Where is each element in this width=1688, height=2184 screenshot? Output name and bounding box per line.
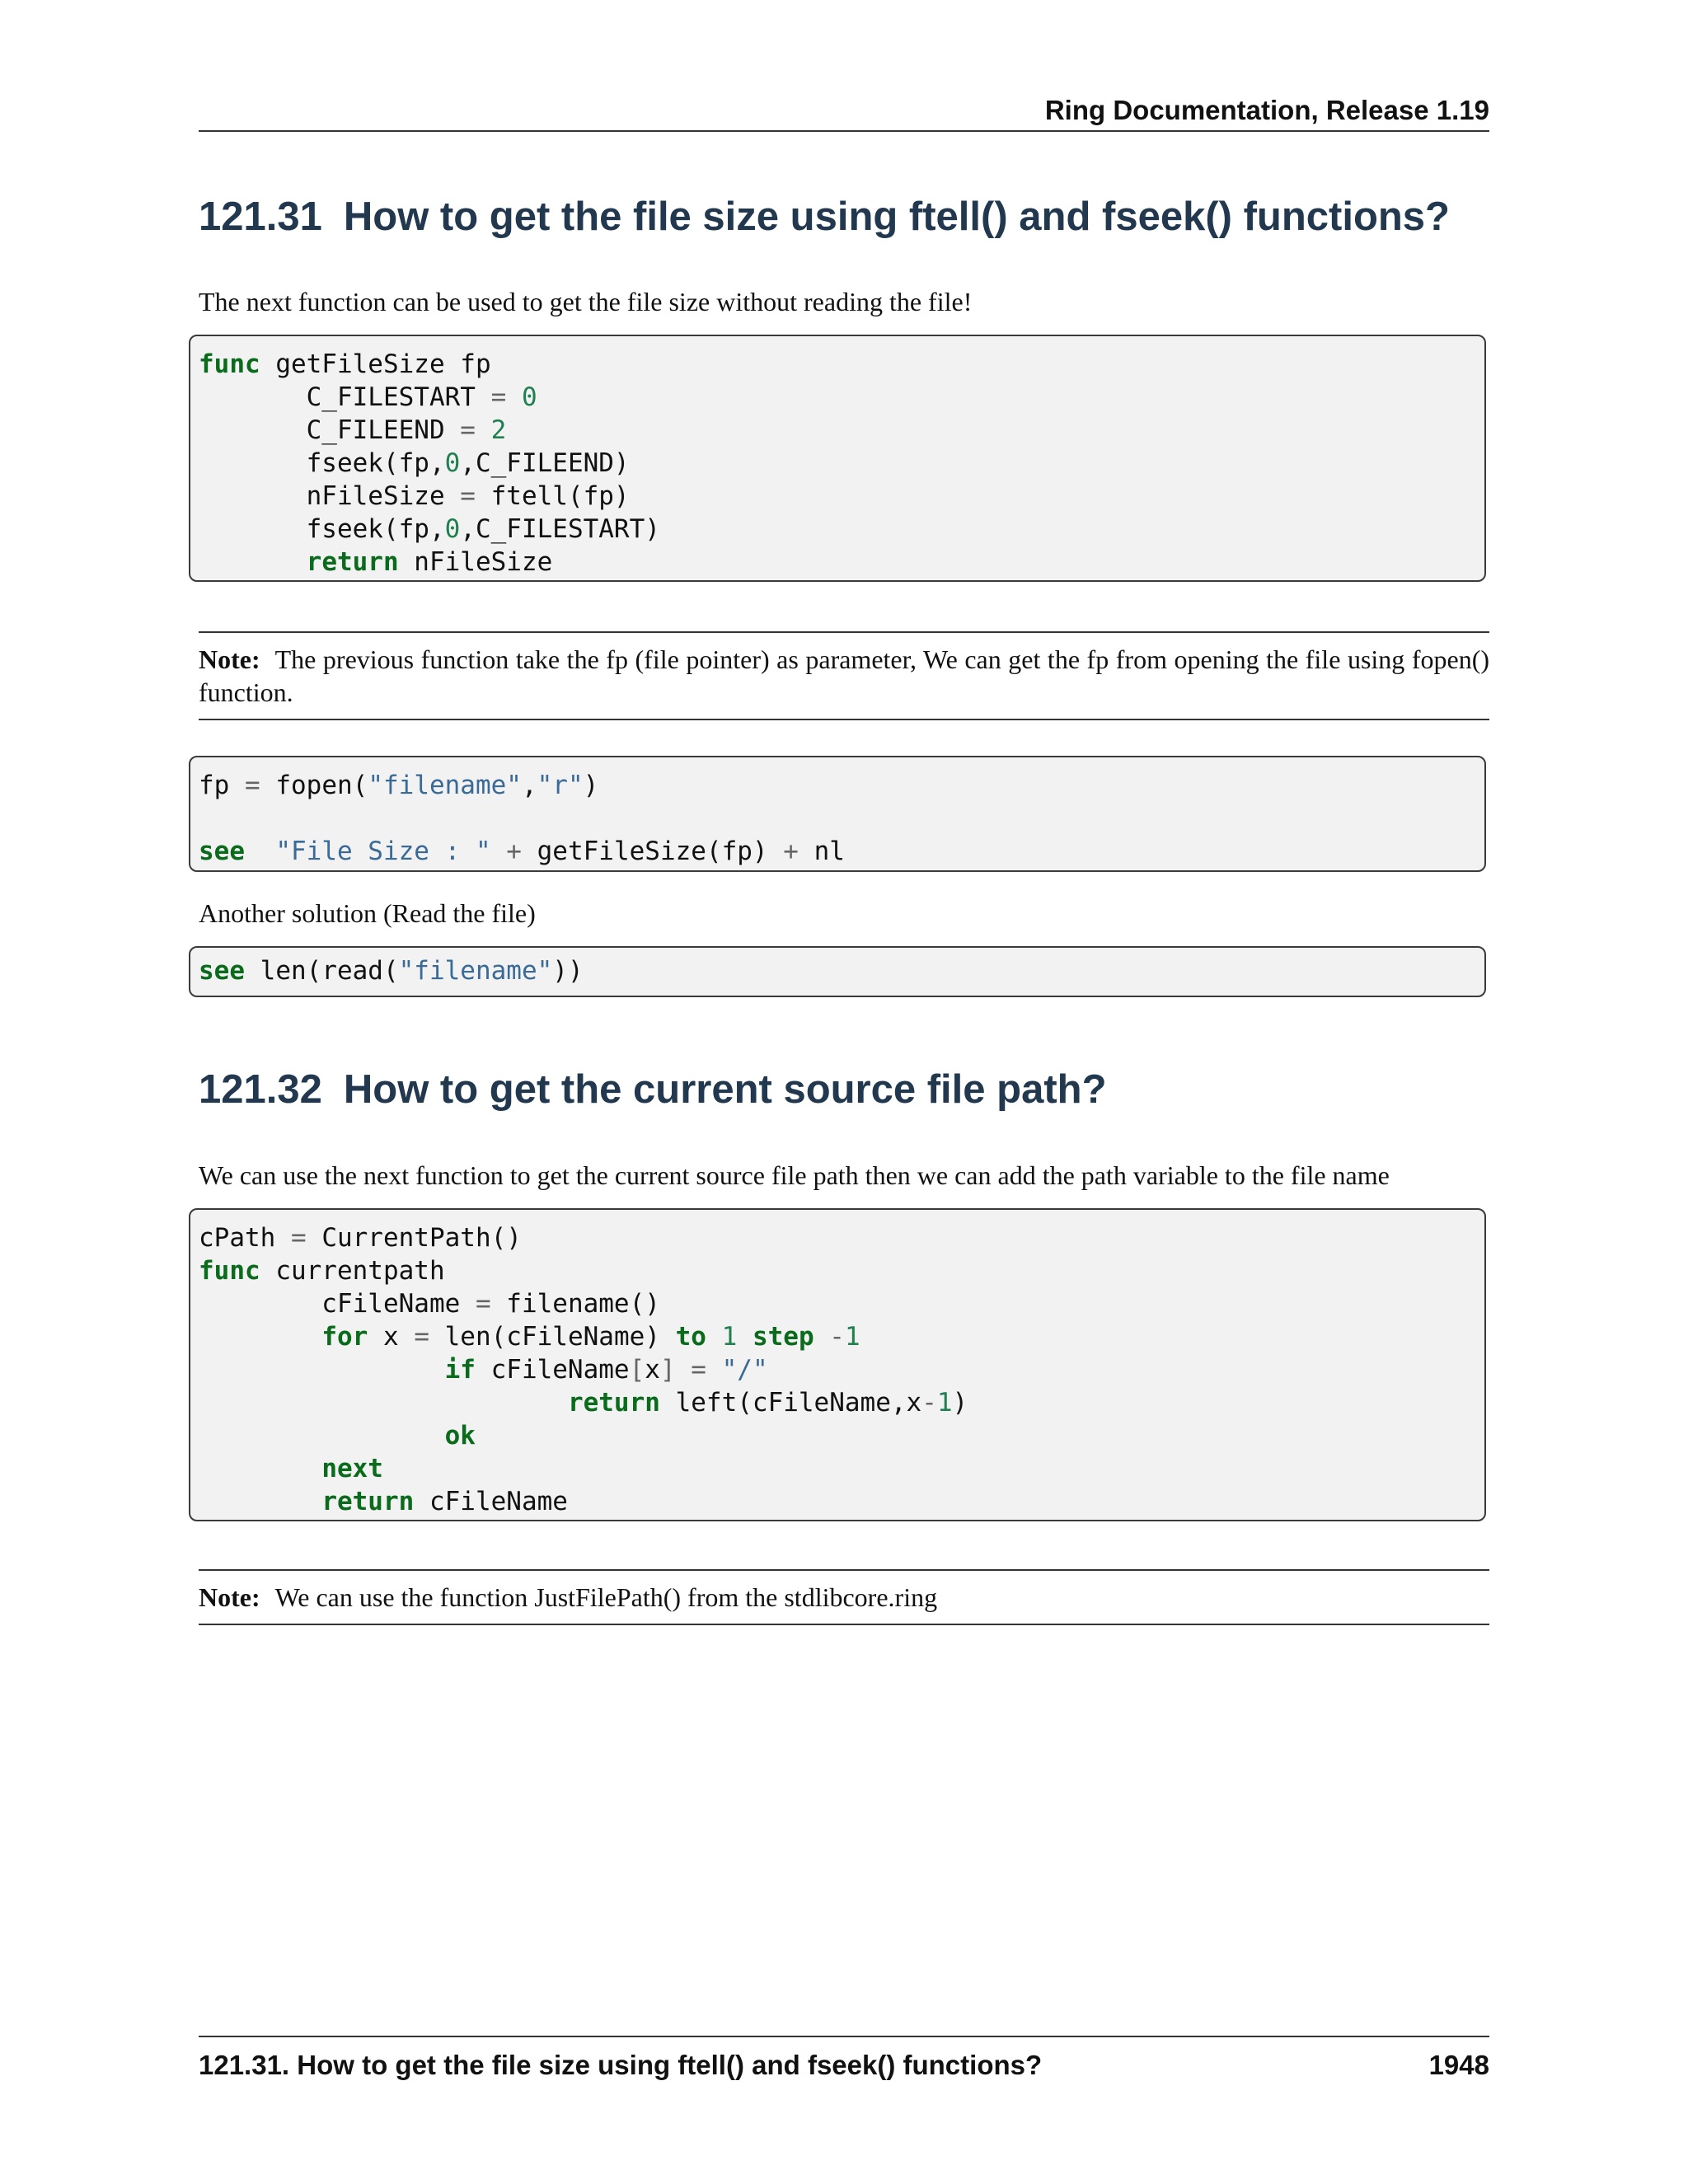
code-block-currentpath (189, 1208, 1486, 1521)
code-line (199, 1452, 1476, 1485)
code-operator: = (460, 415, 476, 445)
code-number: 0 (444, 514, 461, 544)
code-keyword: func (199, 1256, 260, 1286)
code-operator: + (506, 837, 522, 866)
code-text: x (645, 1355, 660, 1385)
paragraph-another-solution: Another solution (Read the file) (199, 898, 536, 928)
code-number: 0 (521, 382, 537, 412)
note-label: Note: (199, 644, 260, 674)
code-operator: = (490, 382, 507, 412)
code-operator: = (290, 1223, 307, 1253)
code-number: 0 (444, 448, 461, 478)
code-text: currentpath (260, 1256, 445, 1286)
note-justfilepath (199, 1569, 1489, 1625)
code-text: )) (552, 956, 584, 986)
code-text: CurrentPath() (306, 1223, 522, 1253)
section-heading-121-32 (199, 1065, 1107, 1114)
code-text: ,C_FILEEND) (460, 448, 630, 478)
code-text: C_FILESTART (199, 382, 491, 412)
code-text (199, 1454, 321, 1483)
code-string: "/" (721, 1355, 768, 1385)
code-text: filename() (490, 1289, 660, 1319)
code-line (199, 1353, 1476, 1386)
code-keyword: func (199, 349, 260, 379)
code-text (814, 1322, 830, 1352)
code-block-fopen-example (189, 756, 1486, 872)
running-footer (199, 2036, 1489, 2080)
code-text (737, 1322, 753, 1352)
code-number: 1 (936, 1388, 953, 1418)
code-line (199, 1254, 1476, 1287)
code-keyword: step (752, 1322, 814, 1352)
code-operator: [ (629, 1355, 645, 1385)
code-text (245, 837, 275, 866)
code-operator: - (921, 1388, 937, 1418)
note-fp-parameter (199, 631, 1489, 720)
code-text (199, 1421, 445, 1451)
code-line (199, 546, 1476, 579)
code-text (199, 1322, 321, 1352)
code-keyword: return (321, 1487, 415, 1516)
code-number: 2 (490, 415, 507, 445)
code-text: nFileSize (199, 481, 461, 511)
code-text: ,C_FILESTART) (460, 514, 660, 544)
code-line (199, 381, 1476, 414)
code-operator: = (245, 771, 260, 800)
code-line (199, 1221, 1476, 1254)
section-title-text: How to get the file size using ftell() and fseek() functions? (343, 194, 1450, 239)
section-number: 121.32 (199, 1067, 322, 1112)
code-operator: = (414, 1322, 429, 1352)
code-text (199, 547, 307, 577)
code-line (199, 348, 1476, 381)
code-line (199, 447, 1476, 480)
code-keyword: return (567, 1388, 660, 1418)
code-text: C_FILEEND (199, 415, 461, 445)
code-text (506, 382, 522, 412)
code-line (199, 513, 1476, 546)
code-text: getFileSize fp (260, 349, 491, 379)
code-operator: = (691, 1355, 706, 1385)
code-text: nl (798, 837, 845, 866)
code-text: len(read( (245, 956, 399, 986)
code-number: 1 (721, 1322, 738, 1352)
code-block-read-file (189, 946, 1486, 997)
code-string: "File Size : " (275, 837, 491, 866)
code-string: "filename" (398, 956, 553, 986)
code-text (476, 415, 491, 445)
code-line (199, 954, 1476, 987)
paragraph-current-path-intro: We can use the next function to get the current source file path then we can add the path variable to the file name (199, 1160, 1390, 1190)
code-text: cPath (199, 1223, 291, 1253)
code-line (199, 1419, 1476, 1452)
code-keyword: to (675, 1322, 706, 1352)
section-heading-121-31 (199, 192, 1450, 241)
code-text (491, 837, 507, 866)
code-line (199, 1320, 1476, 1353)
code-keyword: for (321, 1322, 368, 1352)
code-text (199, 1487, 321, 1516)
code-keyword: see (199, 956, 245, 986)
footer-section-title: 121.31. How to get the file size using ftell() and fseek() functions? (199, 2050, 1043, 2080)
code-string: "r" (537, 771, 584, 800)
code-text: cFileName (475, 1355, 630, 1385)
code-keyword: return (306, 547, 399, 577)
code-keyword: ok (444, 1421, 476, 1451)
note-text: We can use the function JustFilePath() from the stdlibcore.ring (274, 1582, 938, 1612)
page-number: 1948 (1428, 2050, 1489, 2080)
code-text: left(cFileName,x (659, 1388, 922, 1418)
code-keyword: next (321, 1454, 383, 1483)
code-operator: + (783, 837, 799, 866)
code-text: ) (952, 1388, 968, 1418)
code-line (199, 480, 1476, 513)
code-text: fopen( (260, 771, 368, 800)
code-block-getfilesize (189, 335, 1486, 582)
code-text: x (368, 1322, 415, 1352)
code-text (199, 1355, 445, 1385)
paragraph-file-size-intro: The next function can be used to get the file size without reading the file! (199, 287, 973, 316)
code-text: fseek(fp, (199, 514, 445, 544)
note-text: The previous function take the fp (file pointer) as parameter, We can get the fp from opening the file using fopen() function. (199, 644, 1489, 707)
code-text (706, 1355, 722, 1385)
code-text: , (521, 771, 537, 800)
code-line (199, 1287, 1476, 1320)
note-label: Note: (199, 1582, 260, 1612)
code-text: cFileName (199, 1289, 476, 1319)
code-text: ftell(fp) (475, 481, 630, 511)
code-text: getFileSize(fp) (521, 837, 784, 866)
code-text: len(cFileName) (429, 1322, 676, 1352)
running-header: Ring Documentation, Release 1.19 (199, 91, 1489, 132)
section-number: 121.31 (199, 194, 322, 239)
code-text: cFileName (414, 1487, 568, 1516)
code-line (199, 802, 1476, 835)
code-line (199, 414, 1476, 447)
code-text: ) (583, 771, 599, 800)
code-text (199, 1388, 568, 1418)
code-line (199, 835, 1476, 868)
code-string: "filename" (368, 771, 522, 800)
code-text (676, 1355, 692, 1385)
code-text: fseek(fp, (199, 448, 445, 478)
code-keyword: see (199, 837, 245, 866)
code-number: 1 (844, 1322, 860, 1352)
code-operator: = (475, 1289, 491, 1319)
code-operator: = (460, 481, 476, 511)
section-title-text: How to get the current source file path? (343, 1067, 1107, 1112)
code-operator: ] (659, 1355, 676, 1385)
code-line (199, 769, 1476, 802)
code-text (706, 1322, 722, 1352)
code-operator: - (829, 1322, 845, 1352)
code-line (199, 1485, 1476, 1518)
code-text: nFileSize (398, 547, 553, 577)
code-keyword: if (444, 1355, 476, 1385)
code-line (199, 1386, 1476, 1419)
code-text: fp (199, 771, 245, 800)
